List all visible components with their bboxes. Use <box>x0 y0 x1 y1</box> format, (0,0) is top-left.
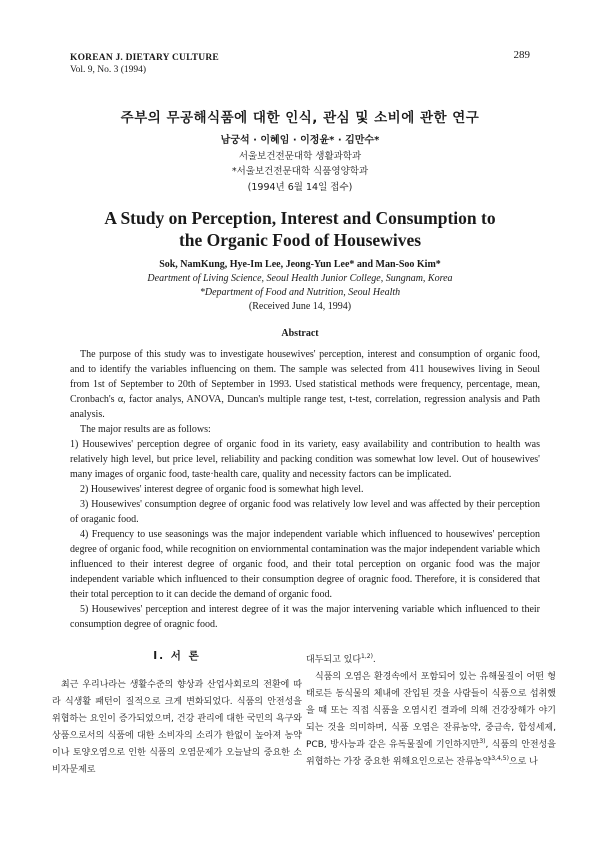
abstract-paragraph: The purpose of this study was to investigate housewives' perception, interest and consumption of organic food, and to identify the variables influencing on them. The sample was selected from 411 housewives living in Seoul from 1st of September to 20th of September in 1993. Used statistical methods were frequency, percentage, mean, Cronbach's α, factor analys, ANOVA, Duncan's multiple range test, t-test, correlation, regression analysis and Path analysis. <box>70 349 540 420</box>
citation-ref: 3,4,5) <box>491 755 509 762</box>
abstract-body <box>70 347 540 632</box>
abstract-result-item: 2) Housewives' interest degree of organic food is somewhat high level. <box>80 484 364 495</box>
journal-volume: Vol. 9, No. 3 (1994) <box>70 65 147 75</box>
abstract-result-item: 1) Housewives' perception degree of organic food in its variety, easy availability and contribution to health was relatively high level, but price level, reliability and packing condition was somewhat low level. Out of housewives' many images of organic food, taste·health care, quality and necessity factors can be implicated. <box>70 439 540 480</box>
korean-affiliation-1: 서울보건전문대학 생활과학과 <box>238 150 362 162</box>
korean-byline <box>0 133 600 195</box>
intro-continuation <box>306 652 556 669</box>
english-received-date: (Received June 14, 1994) <box>248 301 352 312</box>
english-title-line-1: A Study on Perception, Interest and Consumption to <box>104 208 496 228</box>
korean-received-date: (1994년 6월 14일 접수) <box>247 181 353 193</box>
intro-text: . <box>372 655 376 665</box>
journal-name: KOREAN J. DIETARY CULTURE <box>70 53 219 63</box>
abstract-heading: Abstract <box>281 328 319 339</box>
intro-text: 대두되고 있다 <box>306 655 362 665</box>
body-column-left <box>52 648 302 779</box>
korean-authors: 남궁석 · 이혜임 · 이정윤* · 김만수* <box>220 135 380 146</box>
abstract-paragraph: The major results are as follows: <box>80 424 211 435</box>
intro-paragraph <box>306 669 556 771</box>
english-byline <box>0 258 600 314</box>
intro-text: , 식품의 안전성을 위협하는 가장 중요한 위해요인으로는 잔류농약 <box>306 740 556 767</box>
abstract-result-item: 5) Housewives' perception and interest degree of it was the major intervening variable which influenced to their consumption degree of oragnic food. <box>70 604 540 630</box>
english-title-line-2: the Organic Food of Housewives <box>178 230 422 250</box>
intro-text: 으로 나 <box>508 757 538 767</box>
page-number: 289 <box>513 49 530 61</box>
running-header <box>70 52 219 76</box>
citation-ref: 3) <box>479 738 486 745</box>
english-affiliation-1: Deartment of Living Science, Seoul Health Junior College, Sungnam, Korea <box>147 273 453 284</box>
korean-affiliation-2: *서울보건전문대학 식품영양학과 <box>231 166 369 177</box>
korean-title: 주부의 무공해식품에 대한 인식, 관심 및 소비에 관한 연구 <box>120 110 480 126</box>
body-column-right <box>306 652 556 771</box>
section-heading: I. 서 론 <box>153 650 201 662</box>
intro-paragraph: 최근 우리나라는 생활수준의 향상과 산업사회로의 전환에 따라 식생활 패턴이 질적으로 크게 변화되었다. 식품의 안전성을 위협하는 요인이 증가되었으며, 건강 관리에 대한 국민의 욕구와 상품으로서의 식품에 대한 소비자의 소리가 한없이 높아져 농약이나 토양오염으로 인한 식품의 오염문제가 오늘날의 중요한 소비자문제로 <box>52 680 302 775</box>
citation-ref: 1,2) <box>361 653 373 660</box>
english-affiliation-2: *Department of Food and Nutrition, Seoul Health <box>199 287 401 298</box>
english-authors: Sok, NamKung, Hye-Im Lee, Jeong-Yun Lee* and Man-Soo Kim* <box>159 259 441 270</box>
abstract-result-item: 3) Housewives' consumption degree of organic food was relatively low level and was affected by their perception of oraganic food. <box>70 499 540 525</box>
intro-text: 식품의 오염은 환경속에서 포함되어 있는 유해물질이 어떤 형태로든 동식물의 체내에 잔입된 것을 사람들이 식품으로 섭취했을 때 또는 직접 식품을 오염시킨 결과에 의해 건강장해가 야기되는 것을 의미하며, 식품 오염은 잔류농약, 중금속, 합성세제, PCB, 방사능과 같은 유독물질에 기인하지만 <box>306 672 556 750</box>
abstract-result-item: 4) Frequency to use seasonings was the major independent variable which influenced to housewives' perception degree of organic food, while recognition on enviornmental contamination was the major independent variable which influenced to their interest degree of organic food, and their total perception on organic food was the major independent variable which influenced to their consumption degree of oragnic food. Therefore, it is considered that their total perception to it can decide the demand of organic food. <box>70 529 540 600</box>
english-title <box>0 207 600 251</box>
